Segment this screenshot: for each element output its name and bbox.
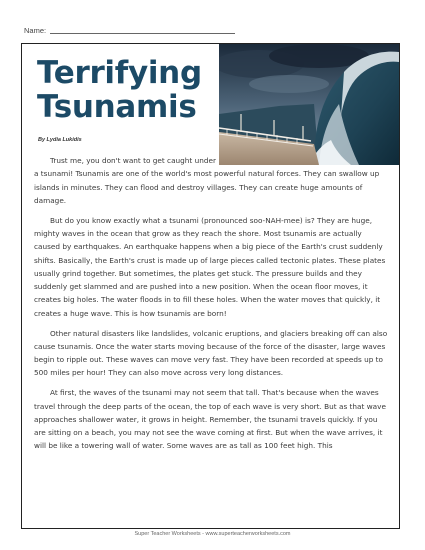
title-line-2: Tsunamis [37, 89, 197, 125]
tsunami-wave-image [219, 44, 399, 165]
name-label: Name: [24, 26, 47, 35]
article-title [37, 56, 202, 124]
paragraph-1: Trust me, you don't want to get caught under a tsunami! Tsunamis are one of the world's most powerful natural forces. They can swallow up islands in minutes. They can flood and destroy villages. They can create huge amounts of damage. [34, 154, 389, 207]
name-blank-line[interactable] [50, 33, 235, 34]
paragraph-2: But do you know exactly what a tsunami (pronounced soo-NAH-mee) is? They are huge, mighty waves in the ocean that grow as they reach the shore. Most tsunamis are actually caused by earthquakes. An earthquake happens when a big piece of the Earth's crust suddenly shifts. Basically, the Earth's crust is made up of large pieces called tectonic plates. These plates usually grind together. But sometimes, the plates get stuck. The pressure builds and they suddenly get slammed and are pushed into a new position. When the ocean floor moves, it creates big holes. The water floods in to fill these holes. When the water moves that quickly, it creates a huge wave. This is how tsunamis are born! [34, 215, 386, 318]
byline: By Lydia Lukidis [38, 137, 82, 143]
article-body [34, 154, 389, 459]
title-line-1: Terrifying [37, 55, 202, 91]
paragraph-4: At first, the waves of the tsunami may not seem that tall. That's because when the waves travel through the deep parts of the ocean, the top of each wave is very short. But as that wave approaches shallower water, it grows in height. Remember, the tsunami travels quickly. If you are sitting on a beach, you may not see the wave coming at first. But when the wave arrives, it will be like a towering wall of water. Some waves are as tall as 100 feet high. This [34, 388, 386, 451]
name-field[interactable] [24, 26, 235, 35]
image-wrap-spacer [219, 154, 389, 166]
paragraph-3: Other natural disasters like landslides, volcanic eruptions, and glaciers breaking off can also cause tsunamis. Once the water starts moving because of the force of the disaster, large waves begin to ripple out. These waves can move very fast. They have been recorded at speeds up to 500 miles per hour! They can also move across very long distances. [34, 328, 388, 378]
footer: Super Teacher Worksheets - www.superteacherworksheets.com [134, 531, 291, 537]
